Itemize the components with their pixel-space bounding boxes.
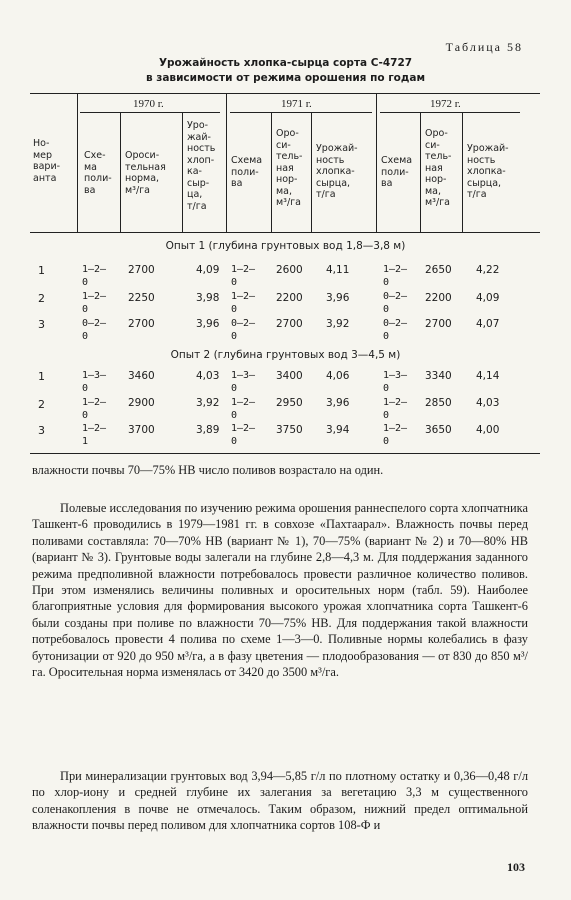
col-divider — [376, 93, 377, 232]
norm-1972: 2650 — [425, 264, 452, 276]
variant-number: 2 — [38, 292, 45, 305]
paragraph-mineralization: При минерализации грунтовых вод 3,94—5,85 г/л по плотному остатку и 0,36—0,48 г/л по хлор-иону и средней глубине их залегания за вегетацию 3,3 м существенного соленакопления в почве не отмечалось. Таким образом, нижний предел оптимальной влажности почвы перед поливом для хлопчатника сортов 108-Ф и — [32, 769, 528, 833]
paragraph-field-research: Полевые исследования по изучению режима орошения раннеспелого сорта хлопчатника Ташкент-6 проводились в 1979—1981 гг. в совхозе «Пахтаарал». Влажность почвы перед поливами составляла: 70—70% НВ (вариант № 1), 70—75% (вариант № 2) и 70—80% НВ (вариант № 3). Грунтовые воды залегали на глубине 2,8—4,3 м. Для поддержания заданного режима предполивной влажности потребовалось провести различное количество поливов. При этом изменялись величины поливных и оросительных норм (табл. 59). Наиболее благоприятные условия для формирования высокого урожая хлопчатника сорта Ташкент-6 были созданы при поливе по влажности 70—75% НВ. Для поддержания такой влажности потребовалось провести 4 полива по схеме 1—3—0. Поливные нормы колебались в фазу бутонизации от 920 до 950 м³/га, а в фазу цветения — плодообразования — от 830 до 850 м³/га. Оросительная норма изменялась от 3420 до 3500 м³/га. — [32, 501, 528, 680]
variant-number: 3 — [38, 318, 45, 331]
norm-1972: 2700 — [425, 318, 452, 330]
norm-1970: 3460 — [128, 370, 155, 382]
yield-1972: 4,14 — [476, 370, 500, 382]
yield-1972: 4,09 — [476, 292, 500, 304]
variant-number: 3 — [38, 424, 45, 437]
variant-header: Но- мер вари- анта — [33, 138, 61, 184]
norm-1970: 2250 — [128, 292, 155, 304]
col-divider — [271, 112, 272, 232]
norm-1971: 2600 — [276, 264, 303, 276]
schema-1971: 1—2— 0 — [231, 291, 256, 315]
schema-1971: 1—2— 0 — [231, 423, 256, 447]
col-divider — [420, 112, 421, 232]
variant-number: 2 — [38, 398, 45, 411]
schema-1972: 1—3— 0 — [383, 370, 408, 394]
norm-header-1972: Оро- си- тель- ная нор- ма, м³/га — [425, 128, 452, 208]
table-top-rule — [30, 93, 540, 94]
schema-1970: 1—2— 0 — [82, 264, 107, 288]
schema-1970: 0—2— 0 — [82, 318, 107, 342]
yield-1970: 3,92 — [196, 397, 220, 409]
norm-1970: 3700 — [128, 424, 155, 436]
variant-number: 1 — [38, 264, 45, 277]
schema-1970: 1—3— 0 — [82, 370, 107, 394]
schema-1971: 0—2— 0 — [231, 318, 256, 342]
norm-header-1970: Ороси- тельная норма, м³/га — [125, 150, 166, 196]
yield-1972: 4,03 — [476, 397, 500, 409]
year-1971-header: 1971 г. — [281, 98, 312, 110]
schema-1972: 0—2— 0 — [383, 291, 408, 315]
schema-header-1972: Схема поли- ва — [381, 155, 413, 189]
schema-1970: 1—2— 0 — [82, 291, 107, 315]
experiment-1-heading: Опыт 1 (глубина грунтовых вод 1,8—3,8 м) — [165, 240, 406, 252]
norm-1971: 2200 — [276, 292, 303, 304]
schema-1972: 1—2— 0 — [383, 423, 408, 447]
yield-1972: 4,00 — [476, 424, 500, 436]
year-underline-1972 — [380, 112, 520, 113]
schema-1970: 1—2— 1 — [82, 423, 107, 447]
yield-1970: 3,96 — [196, 318, 220, 330]
yield-1971: 3,94 — [326, 424, 350, 436]
yield-1970: 3,98 — [196, 292, 220, 304]
col-divider — [182, 112, 183, 232]
yield-1971: 3,92 — [326, 318, 350, 330]
page-number: 103 — [507, 860, 525, 874]
yield-1970: 3,89 — [196, 424, 220, 436]
yield-1971: 3,96 — [326, 292, 350, 304]
table-bottom-rule — [30, 453, 540, 454]
norm-1970: 2700 — [128, 318, 155, 330]
yield-1971: 4,11 — [326, 264, 350, 276]
yield-1970: 4,09 — [196, 264, 220, 276]
norm-1971: 3750 — [276, 424, 303, 436]
norm-1972: 3340 — [425, 370, 452, 382]
yield-1972: 4,07 — [476, 318, 500, 330]
table-header-rule — [30, 232, 540, 233]
norm-1970: 2700 — [128, 264, 155, 276]
schema-1971: 1—3— 0 — [231, 370, 256, 394]
yield-header-1972: Урожай- ность хлопка- сырца, т/га — [467, 143, 509, 200]
norm-1970: 2900 — [128, 397, 155, 409]
yield-1972: 4,22 — [476, 264, 500, 276]
table-label: Таблица 58 — [445, 40, 523, 54]
col-divider — [226, 93, 227, 232]
norm-1972: 2850 — [425, 397, 452, 409]
col-divider — [120, 112, 121, 232]
year-1970-header: 1970 г. — [133, 98, 164, 110]
yield-header-1971: Урожай- ность хлопка- сырца, т/га — [316, 143, 358, 200]
year-1972-header: 1972 г. — [430, 98, 461, 110]
paragraph-continuation: влажности почвы 70—75% НВ число поливов возрастало на один. — [32, 463, 384, 477]
schema-header-1971: Схема поли- ва — [231, 155, 263, 189]
norm-header-1971: Оро- си- тель- ная нор- ма, м³/га — [276, 128, 303, 208]
schema-1972: 1—2— 0 — [383, 264, 408, 288]
norm-1971: 3400 — [276, 370, 303, 382]
yield-1971: 3,96 — [326, 397, 350, 409]
norm-1971: 2950 — [276, 397, 303, 409]
yield-1970: 4,03 — [196, 370, 220, 382]
schema-1970: 1—2— 0 — [82, 397, 107, 421]
variant-number: 1 — [38, 370, 45, 383]
schema-1972: 1—2— 0 — [383, 397, 408, 421]
col-divider — [77, 93, 78, 232]
yield-header-1970: Уро- жай- ность хлоп- ка- сыр- ца, т/га — [187, 120, 216, 212]
year-underline-1971 — [230, 112, 372, 113]
yield-1971: 4,06 — [326, 370, 350, 382]
schema-header-1970: Схе- ма поли- ва — [84, 150, 112, 196]
col-divider — [462, 112, 463, 232]
experiment-2-heading: Опыт 2 (глубина грунтовых вод 3—4,5 м) — [170, 349, 401, 361]
schema-1971: 1—2— 0 — [231, 264, 256, 288]
table-title-line2: в зависимости от режима орошения по годам — [145, 72, 426, 84]
col-divider — [311, 112, 312, 232]
schema-1972: 0—2— 0 — [383, 318, 408, 342]
norm-1972: 3650 — [425, 424, 452, 436]
year-underline-1970 — [80, 112, 220, 113]
norm-1972: 2200 — [425, 292, 452, 304]
table-title-line1: Урожайность хлопка-сырца сорта С-4727 — [158, 57, 413, 69]
norm-1971: 2700 — [276, 318, 303, 330]
schema-1971: 1—2— 0 — [231, 397, 256, 421]
